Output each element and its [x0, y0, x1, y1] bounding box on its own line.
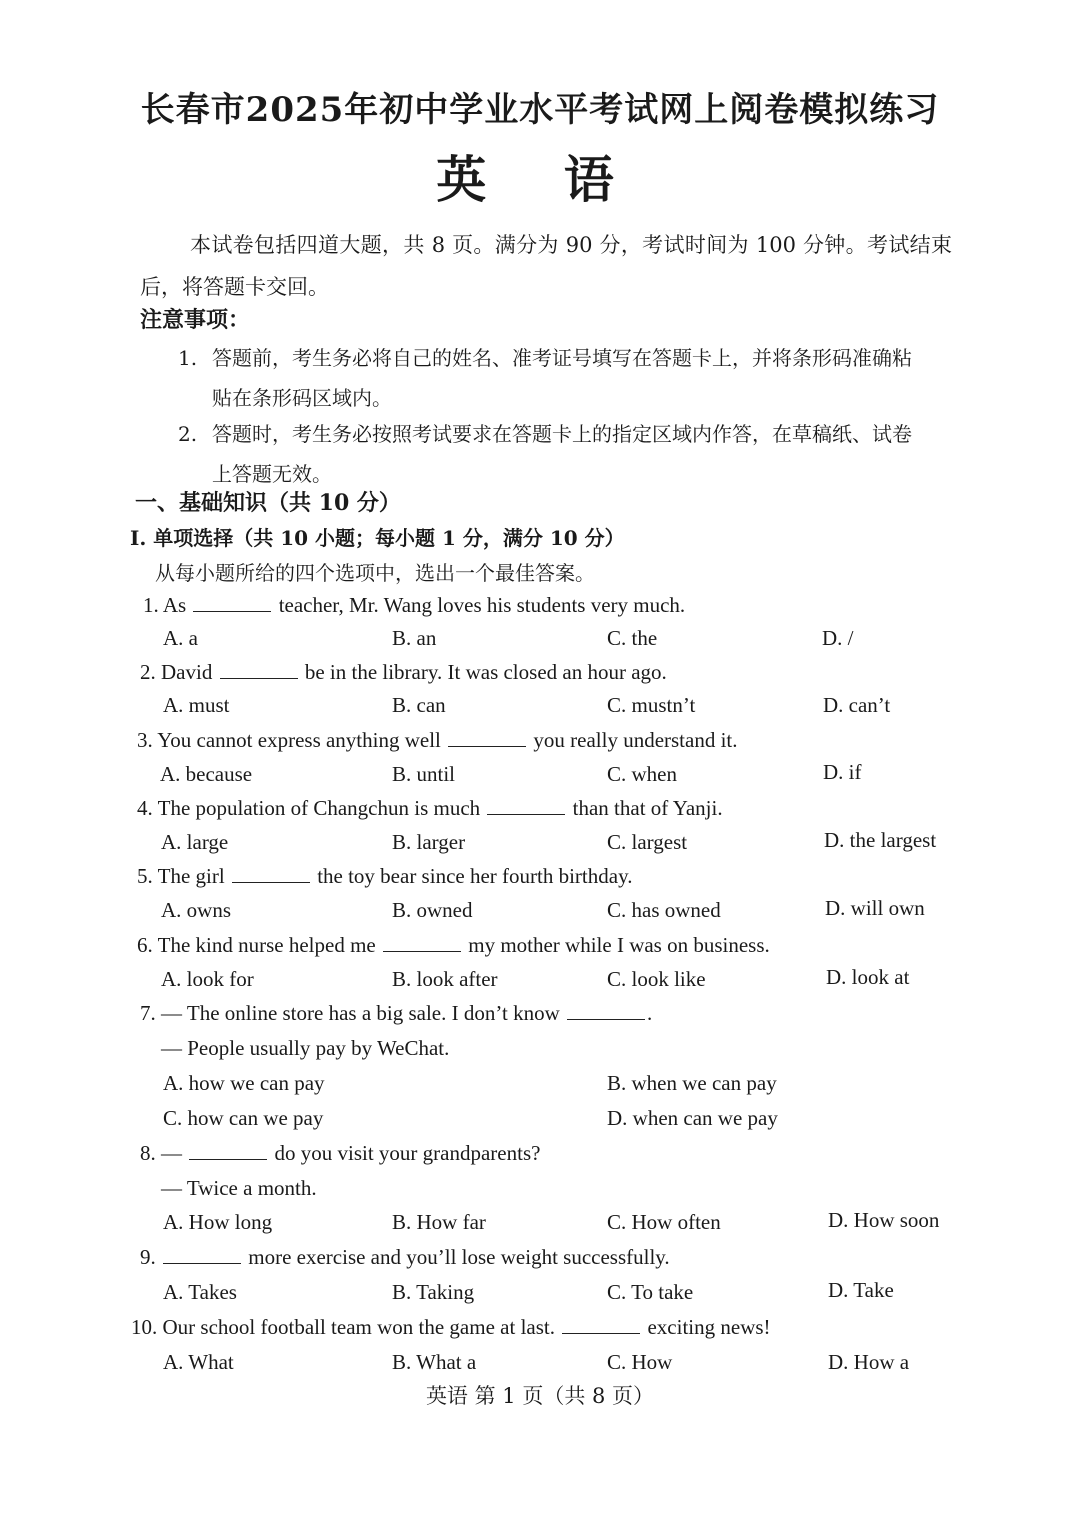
option-d: D. Take: [828, 1278, 894, 1302]
question-8: [140, 1141, 540, 1166]
option-b: B. an: [392, 626, 437, 650]
answer-blank: [383, 933, 461, 952]
question-5: [137, 864, 632, 889]
dialogue-reply: — People usually pay by WeChat.: [161, 1036, 450, 1060]
option-a: A. large: [161, 830, 229, 854]
question-text: the toy bear since her fourth birthday.: [317, 864, 633, 888]
option-c: C. largest: [607, 830, 688, 854]
question-text: more exercise and you’ll lose weight successfully.: [248, 1245, 670, 1269]
option-b: B. larger: [392, 830, 466, 854]
question-text: than that of Yanji.: [572, 796, 723, 820]
section-heading: I. 单项选择（共 10 小题；每小题 1 分，满分 10 分）: [130, 526, 625, 550]
option-d: D. when can we pay: [607, 1106, 778, 1130]
option-a: A. must: [163, 693, 230, 717]
option-a: A. owns: [161, 898, 232, 922]
question-1: [143, 593, 685, 618]
option-b: B. until: [392, 762, 456, 786]
question-text: 3. You cannot express anything well: [137, 728, 441, 752]
question-text: .: [646, 1001, 653, 1025]
option-a: A. How long: [163, 1210, 273, 1234]
note-text: 贴在条形码区域内。: [212, 386, 392, 410]
answer-blank: [567, 1001, 645, 1020]
note-item: [178, 414, 950, 494]
option-d: D. will own: [825, 896, 925, 920]
option-d: D. How a: [828, 1350, 910, 1374]
option-c: C. How often: [607, 1210, 721, 1234]
dialogue-reply: — Twice a month.: [161, 1176, 317, 1200]
option-a: A. Takes: [163, 1280, 237, 1304]
option-c: C. To take: [607, 1280, 694, 1304]
answer-blank: [163, 1245, 241, 1264]
note-number: 2.: [178, 422, 198, 446]
question-10: [131, 1315, 771, 1340]
question-2: [140, 660, 667, 685]
note-text: 答题前，考生务必将自己的姓名、准考证号填写在答题卡上，并将条形码准确粘: [212, 346, 912, 370]
question-text: teacher, Mr. Wang loves his students very much.: [278, 593, 686, 617]
option-d: D. can’t: [823, 693, 891, 717]
notes-heading: 注意事项：: [140, 307, 251, 333]
option-d: D. /: [822, 626, 854, 650]
exam-intro: 本试卷包括四道大题，共 8 页。满分为 90 分，考试时间为 100 分钟。考试结束后，将答题卡交回。: [140, 233, 952, 299]
option-d: D. if: [823, 760, 862, 784]
part-heading: 一、基础知识（共 10 分）: [135, 490, 401, 516]
option-d: D. the largest: [824, 828, 937, 852]
option-a: A. because: [160, 762, 253, 786]
answer-blank: [232, 864, 310, 883]
option-c: C. How: [607, 1350, 673, 1374]
answer-blank: [220, 660, 298, 679]
page-footer: 英语 第 1 页（共 8 页）: [425, 1384, 655, 1408]
answer-blank: [448, 728, 526, 747]
exam-title: 长春市2025年初中学业水平考试网上阅卷模拟练习: [140, 90, 940, 130]
question-text: 1. As: [143, 593, 187, 617]
question-text: 7. — The online store has a big sale. I don’t know: [140, 1001, 560, 1025]
option-c: C. has owned: [607, 898, 721, 922]
option-b: B. Taking: [392, 1280, 475, 1304]
question-text: you really understand it.: [533, 728, 738, 752]
option-c: C. look like: [607, 967, 706, 991]
section-instruction: 从每小题所给的四个选项中，选出一个最佳答案。: [155, 561, 595, 585]
note-text: 上答题无效。: [212, 462, 332, 486]
question-text: 8. —: [140, 1141, 182, 1165]
question-text: 6. The kind nurse helped me: [137, 933, 376, 957]
note-text: 答题时，考生务必按照考试要求在答题卡上的指定区域内作答，在草稿纸、试卷: [212, 422, 912, 446]
option-a: A. look for: [161, 967, 254, 991]
option-c: C. the: [607, 626, 658, 650]
question-text: do you visit your grandparents?: [274, 1141, 541, 1165]
option-d: D. How soon: [828, 1208, 940, 1232]
note-number: 1.: [178, 346, 198, 370]
option-c: C. when: [607, 762, 677, 786]
note-item: [178, 338, 950, 418]
option-d: D. look at: [826, 965, 910, 989]
option-b: B. when we can pay: [607, 1071, 777, 1095]
option-b: B. How far: [392, 1210, 486, 1234]
question-text: 9.: [140, 1245, 156, 1269]
question-text: be in the library. It was closed an hour ago.: [304, 660, 667, 684]
question-text: 2. David: [140, 660, 213, 684]
option-b: B. owned: [392, 898, 473, 922]
question-text: 5. The girl: [137, 864, 225, 888]
question-text: my mother while I was on business.: [468, 933, 770, 957]
question-text: 4. The population of Changchun is much: [137, 796, 481, 820]
option-a: A. how we can pay: [163, 1071, 325, 1095]
answer-blank: [193, 593, 271, 612]
option-c: C. mustn’t: [607, 693, 696, 717]
option-b: B. look after: [392, 967, 498, 991]
question-4: [137, 796, 723, 821]
question-6: [137, 933, 770, 958]
answer-blank: [562, 1315, 640, 1334]
answer-blank: [487, 796, 565, 815]
option-b: B. What a: [392, 1350, 477, 1374]
option-b: B. can: [392, 693, 446, 717]
option-a: A. a: [163, 626, 198, 650]
question-7: [140, 1001, 652, 1026]
answer-blank: [189, 1141, 267, 1160]
option-c: C. how can we pay: [163, 1106, 324, 1130]
question-9: [140, 1245, 670, 1270]
question-text: exciting news!: [647, 1315, 771, 1339]
question-3: [137, 728, 738, 753]
option-a: A. What: [163, 1350, 234, 1374]
question-text: 10. Our school football team won the game at last.: [131, 1315, 555, 1339]
subject-title: 英 语: [436, 150, 644, 209]
